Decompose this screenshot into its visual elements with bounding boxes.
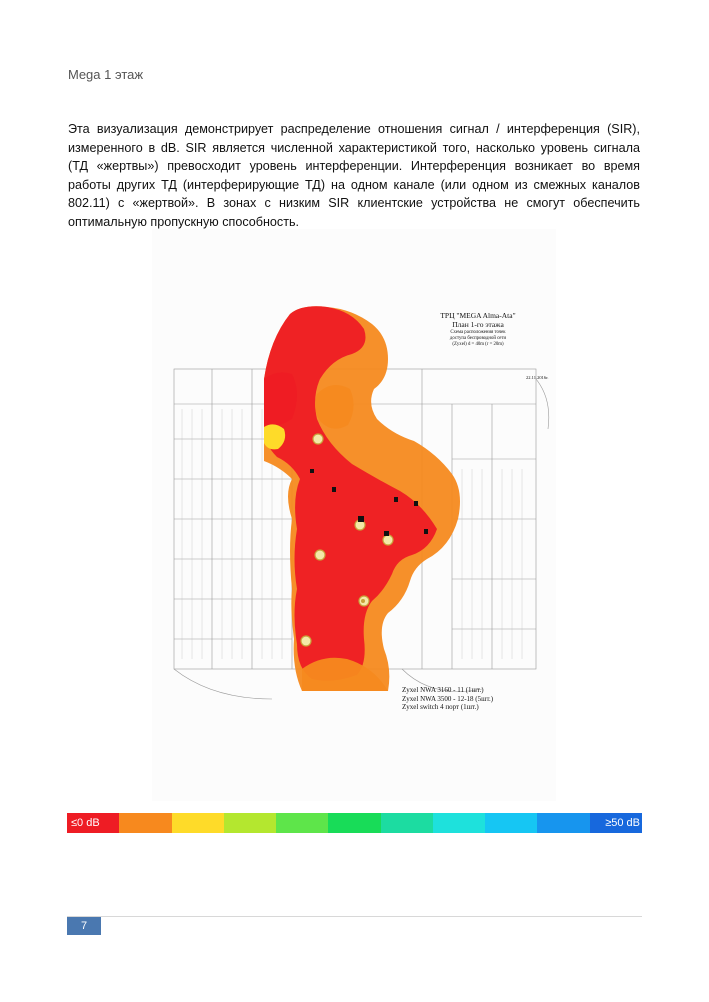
access-point-marker: [361, 599, 365, 603]
access-point-marker: [383, 535, 393, 545]
floorplan-subtitle-line1: Схема расположения точек: [450, 330, 506, 335]
colorbar-segment: [119, 813, 171, 833]
description-paragraph: Эта визуализация демонстрирует распределение отношения сигнал / интерференция (SIR), измеренного в dB. SIR является численной характеристикой того, насколько уровень сигнала (ТД «жертвы») превосходит уровень интерференции. Интерференция возникает во время работы других ТД (интерферирующие ТД) на одном канале (или одном из смежных каналов 802.11) с «жертвой». В зонах с низким SIR клиентские устройства не смогут обеспечить оптимальную пропускную способность.: [68, 122, 640, 229]
colorbar-segment: [172, 813, 224, 833]
sir-colorbar: [67, 813, 642, 833]
colorbar-segment: [224, 813, 276, 833]
colorbar-segment: [381, 813, 433, 833]
colorbar-segment: [485, 813, 537, 833]
access-point-marker: [313, 434, 323, 444]
floorplan-date: 22.11.2016г.: [526, 375, 549, 380]
section-title: Mega 1 этаж: [68, 67, 144, 82]
colorbar-segment: [433, 813, 485, 833]
colorbar-segment: [328, 813, 380, 833]
page-number: 7: [67, 917, 101, 935]
device-legend-item: Zyxel switch 4 порт (1шт.): [402, 703, 479, 711]
access-point-marker: [301, 636, 311, 646]
access-point-marker: [315, 550, 325, 560]
floorplan-title-line1: ТРЦ "MEGA Alma-Ata": [440, 311, 516, 320]
floorplan-title: [418, 311, 538, 329]
colorbar-max-label: ≥50 dB: [605, 817, 640, 829]
heatmap-figure: [152, 229, 556, 801]
device-legend: [402, 686, 493, 712]
device-legend-item: Zyxel NWA 3160 - 11 (1шт.): [402, 686, 484, 694]
floorplan-subtitle-line3: (Zyxel) d = 40m (r = 20m): [452, 342, 504, 347]
colorbar-min-label: ≤0 dB: [71, 817, 100, 829]
footer-divider: [67, 916, 642, 917]
device-legend-item: Zyxel NWA 3500 - 12-18 (5шт.): [402, 694, 494, 703]
floorplan-subtitle: [418, 330, 538, 348]
colorbar-segment: [276, 813, 328, 833]
floorplan-title-line2: План 1-го этажа: [452, 320, 504, 329]
floorplan-subtitle-line2: доступа беспроводной сети: [449, 336, 507, 341]
colorbar-segment: [537, 813, 589, 833]
